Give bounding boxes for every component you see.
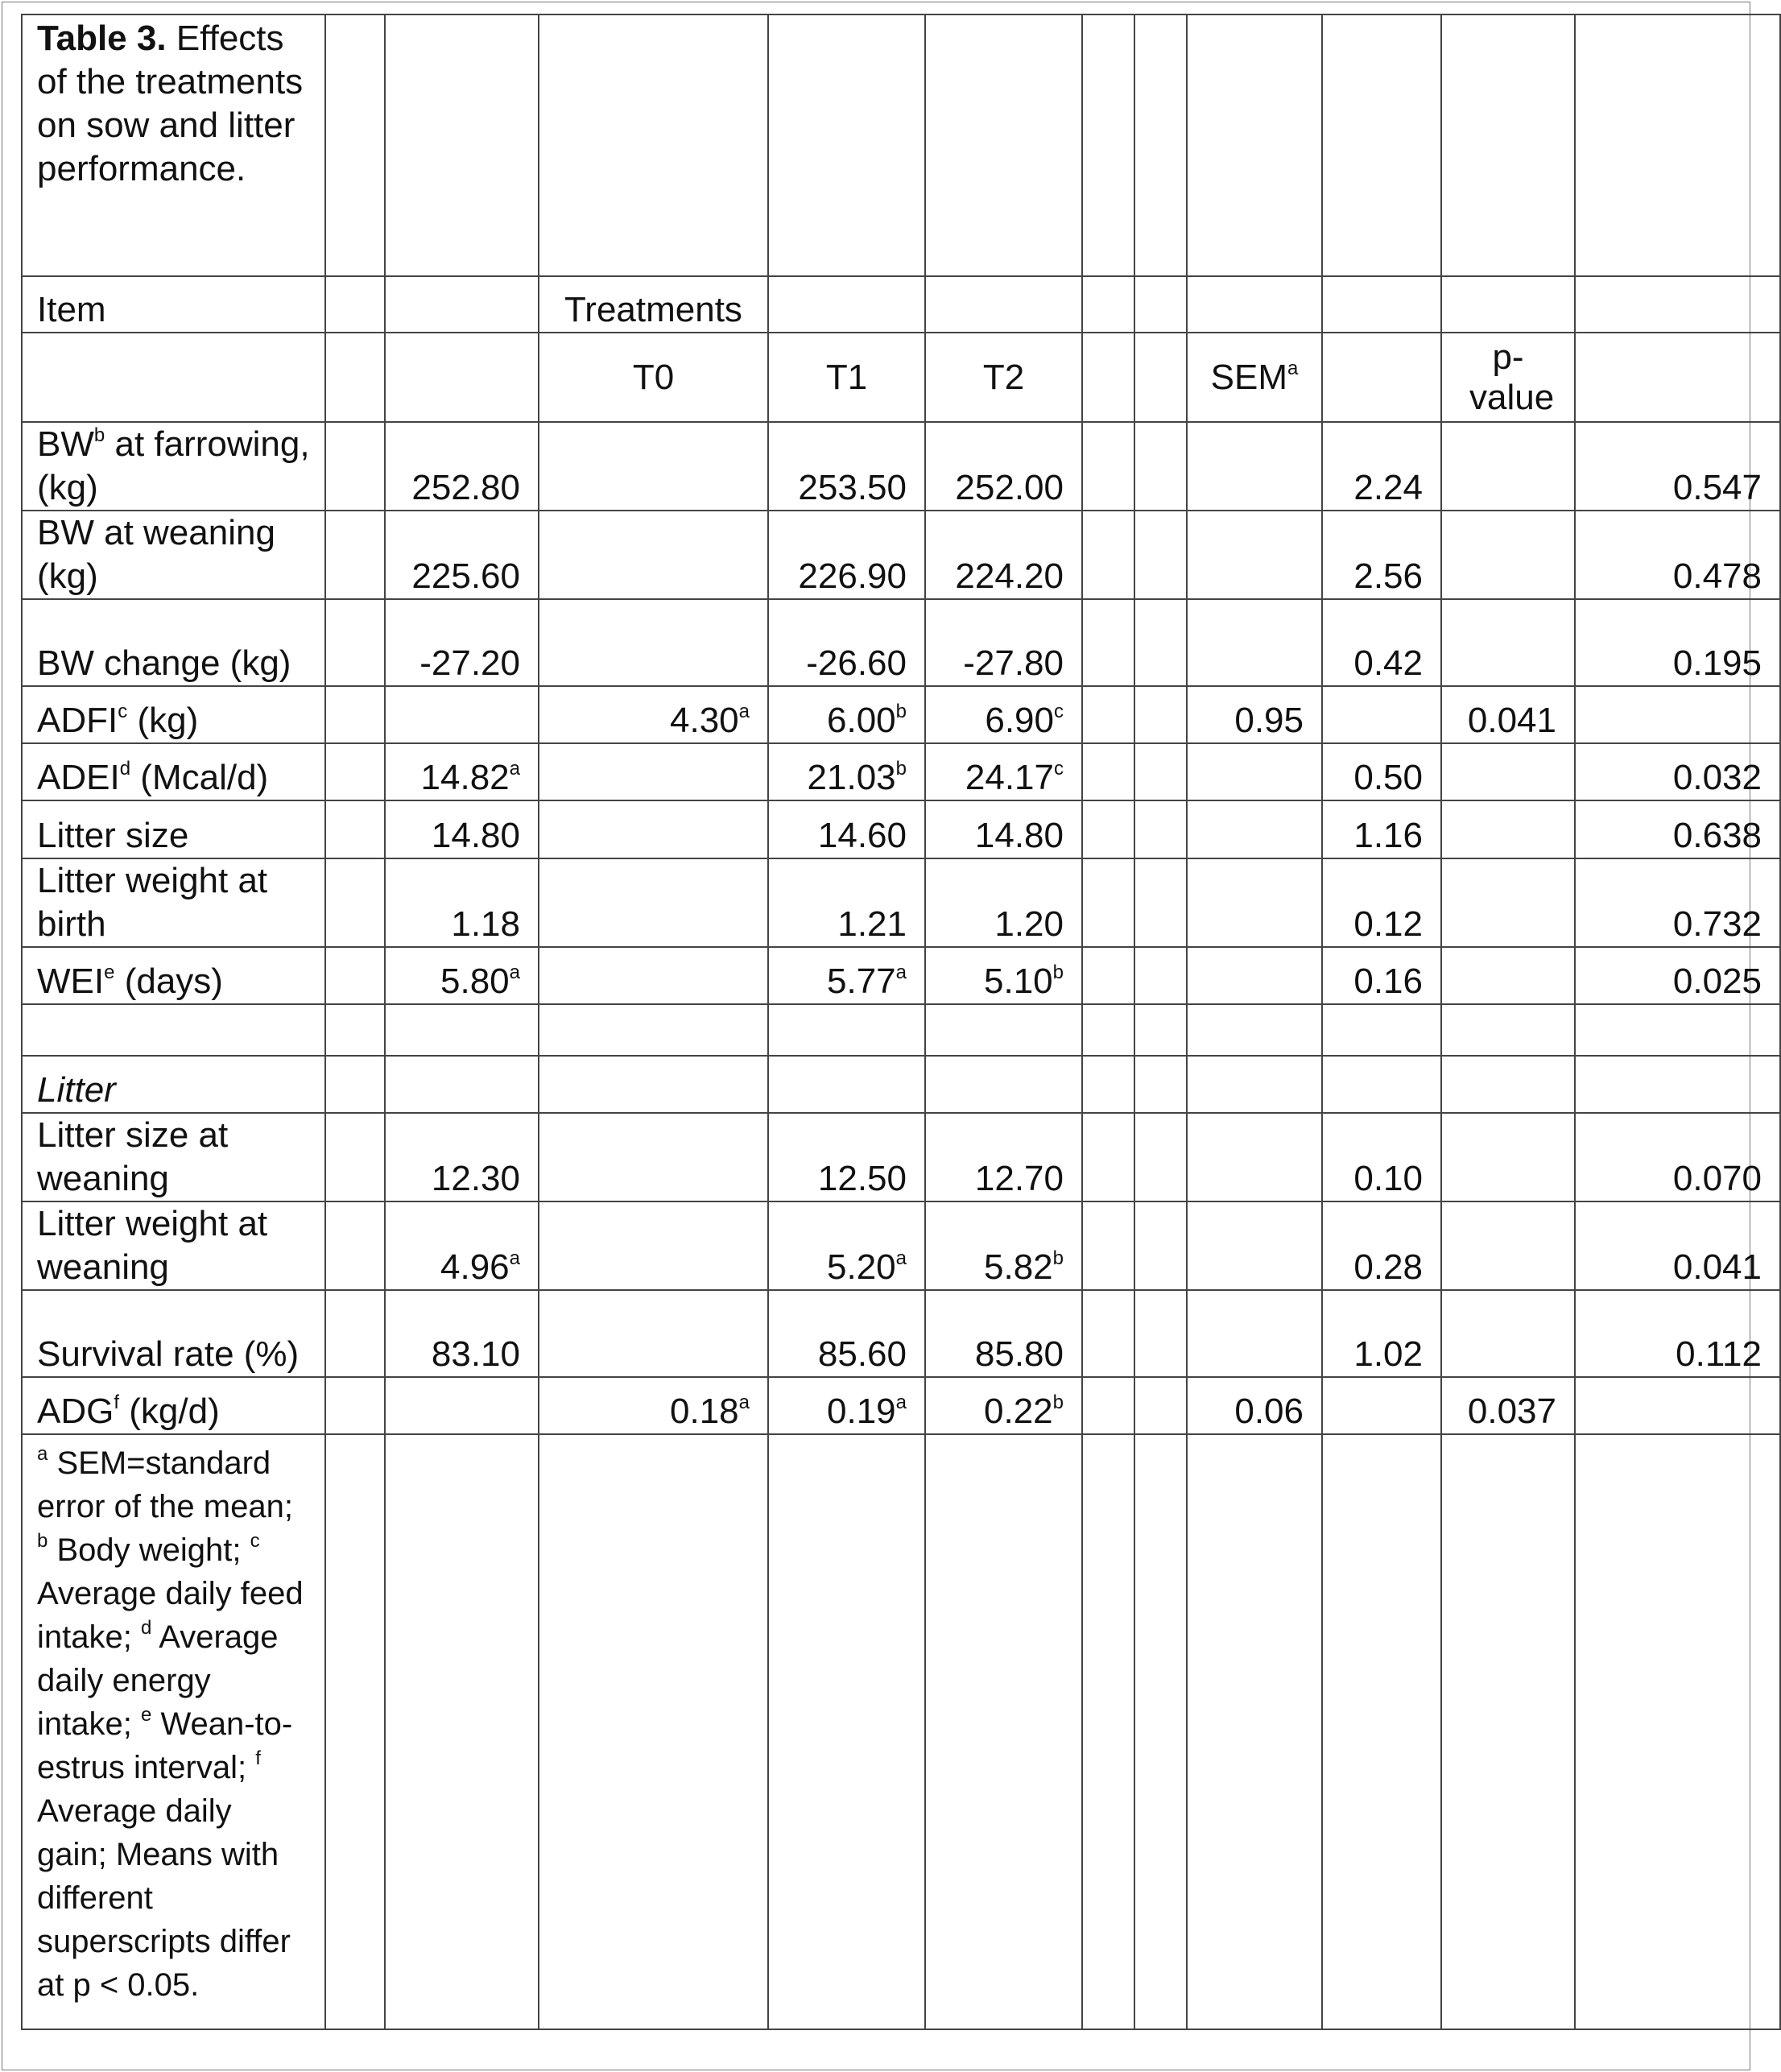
header-row [22,276,1780,333]
section-row [22,1056,1780,1113]
spacer-row [22,1004,1780,1056]
cell: 0.19$^a$ [768,1377,925,1434]
cell-sem: 2.24 [1322,422,1441,511]
header-treatments: Treatments [539,276,768,333]
cell: 0.18$^a$ [539,1377,768,1434]
table-row [22,743,1780,800]
cell: 5.20$^a$ [768,1201,925,1290]
cell: 252.80 [385,422,539,511]
cell: 4.96$^a$ [385,1201,539,1290]
caption-text: Effects of the treatments on sow and litter performance. [37,19,304,188]
cell: 6.00$^b$ [768,686,925,743]
cell: 12.50 [768,1113,925,1201]
cell-sem: 0.42 [1322,599,1441,686]
cell: 224.20 [925,511,1082,599]
row-label: Litter size [22,800,325,858]
cell-pvalue: 0.070 [1575,1113,1780,1201]
cell-pvalue: 0.037 [1441,1377,1575,1434]
row-label: ADG$^f$ (kg/d) [22,1377,325,1434]
table-row [22,947,1780,1004]
cell-pvalue: 0.478 [1575,511,1780,599]
table-caption [22,14,325,276]
caption-label: Table 3. [37,19,167,58]
row-label: $BW^b$ at farrowing, (kg) [22,422,325,511]
cell: 4.30$^a$ [539,686,768,743]
cell: 24.17$^c$ [925,743,1082,800]
header-t0: T0 [539,333,768,422]
row-label: Litter weight at weaning [22,1201,325,1290]
cell: 1.18 [385,858,539,947]
row-label: ADEI$^d$ (Mcal/d) [22,743,325,800]
table-row [22,800,1780,858]
cell-pvalue: 0.732 [1575,858,1780,947]
cell: 85.60 [768,1290,925,1377]
cell: 14.80 [385,800,539,858]
table-row [22,511,1780,599]
cell: 5.10$^b$ [925,947,1082,1004]
performance-table [21,14,1781,2030]
cell-pvalue: 0.025 [1575,947,1780,1004]
cell-pvalue: 0.195 [1575,599,1780,686]
row-label: Litter size at weaning [22,1113,325,1201]
cell: 21.03$^b$ [768,743,925,800]
cell-sem: 0.50 [1322,743,1441,800]
table-row [22,858,1780,947]
cell-pvalue: 0.547 [1575,422,1780,511]
section-heading-litter: Litter [22,1056,325,1113]
table-row [22,686,1780,743]
cell: 14.80 [925,800,1082,858]
header-item: Item [22,276,325,333]
cell: 5.82$^b$ [925,1201,1082,1290]
row-label: Litter weight at birth [22,858,325,947]
footnote-row [22,1434,1780,2029]
row-label: BW change (kg) [22,599,325,686]
cell: 12.70 [925,1113,1082,1201]
cell-sem: 0.10 [1322,1113,1441,1201]
cell-sem: 0.12 [1322,858,1441,947]
cell: -26.60 [768,599,925,686]
table-row [22,1377,1780,1434]
cell-pvalue: 0.041 [1575,1201,1780,1290]
cell: 253.50 [768,422,925,511]
cell-sem: 1.02 [1322,1290,1441,1377]
cell: 14.82$^a$ [385,743,539,800]
table-row [22,1113,1780,1201]
table-footnote: $^a$ SEM=standard error of the mean; $^b$ Body weight; $^c$ Average daily feed intake; $^d$ Average daily energy intake; $^e$ Wean-to-estrus interval; $^f$ Average daily gain; Means with different superscripts differ at p < 0.05. [22,1434,325,2029]
header-sem: SEM$^a$ [1187,333,1322,422]
cell-pvalue: 0.112 [1575,1290,1780,1377]
row-label: ADFI$^c$ (kg) [22,686,325,743]
cell-sem: 2.56 [1322,511,1441,599]
cell: 14.60 [768,800,925,858]
cell: 12.30 [385,1113,539,1201]
cell-sem: 0.16 [1322,947,1441,1004]
table-row [22,422,1780,511]
cell: 6.90$^c$ [925,686,1082,743]
cell-pvalue: 0.638 [1575,800,1780,858]
cell: 252.00 [925,422,1082,511]
table-row [22,599,1780,686]
cell: 225.60 [385,511,539,599]
header-t2: T2 [925,333,1082,422]
cell-sem: 0.95 [1187,686,1322,743]
cell: 226.90 [768,511,925,599]
header-pvalue: p-value [1441,333,1575,422]
caption-row [22,14,1780,276]
cell-pvalue: 0.032 [1575,743,1780,800]
row-label: WEI$^e$ (days) [22,947,325,1004]
header-t1: T1 [768,333,925,422]
cell: 5.80$^a$ [385,947,539,1004]
cell: -27.80 [925,599,1082,686]
cell-sem: 1.16 [1322,800,1441,858]
row-label: Survival rate (%) [22,1290,325,1377]
cell-sem: 0.06 [1187,1377,1322,1434]
cell: 83.10 [385,1290,539,1377]
cell: 5.77$^a$ [768,947,925,1004]
cell: 1.21 [768,858,925,947]
subheader-row [22,333,1780,422]
table-row [22,1290,1780,1377]
cell-pvalue: 0.041 [1441,686,1575,743]
table-row [22,1201,1780,1290]
cell: 1.20 [925,858,1082,947]
cell: -27.20 [385,599,539,686]
cell: 85.80 [925,1290,1082,1377]
cell-sem: 0.28 [1322,1201,1441,1290]
cell: 0.22$^b$ [925,1377,1082,1434]
row-label: BW at weaning (kg) [22,511,325,599]
